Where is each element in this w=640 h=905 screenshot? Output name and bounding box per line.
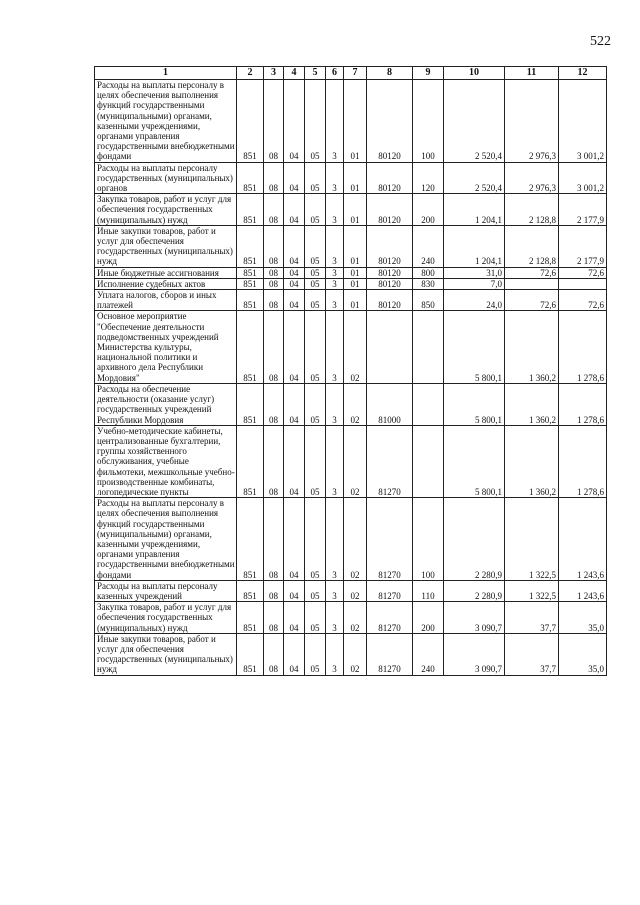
amount-cell: 3 001,2 — [559, 80, 607, 163]
column-header: 3 — [264, 67, 284, 80]
code-cell: 3 — [326, 633, 344, 675]
code-cell: 04 — [284, 290, 305, 311]
expense-name: Расходы на обеспечение деятельности (оказание услуг) государственных учреждений Республики Мордовия — [95, 383, 237, 425]
code-cell: 02 — [344, 602, 367, 634]
code-cell: 80120 — [367, 290, 413, 311]
amount-cell: 37,7 — [505, 633, 559, 675]
amount-cell — [505, 278, 559, 289]
code-cell: 120 — [413, 162, 444, 194]
amount-cell: 31,0 — [444, 267, 505, 278]
code-cell: 04 — [284, 633, 305, 675]
code-cell: 81270 — [367, 602, 413, 634]
amount-cell: 1 322,5 — [505, 498, 559, 581]
code-cell: 02 — [344, 580, 367, 601]
amount-cell: 1 360,2 — [505, 425, 559, 497]
code-cell: 80120 — [367, 194, 413, 226]
amount-cell: 5 800,1 — [444, 425, 505, 497]
code-cell: 851 — [237, 602, 264, 634]
code-cell: 110 — [413, 580, 444, 601]
amount-cell: 1 322,5 — [505, 580, 559, 601]
code-cell: 851 — [237, 633, 264, 675]
code-cell — [413, 383, 444, 425]
code-cell: 05 — [305, 602, 326, 634]
code-cell: 01 — [344, 194, 367, 226]
table-row — [95, 267, 607, 278]
table-row — [95, 278, 607, 289]
amount-cell: 1 243,6 — [559, 580, 607, 601]
table-row — [95, 225, 607, 267]
column-header: 5 — [305, 67, 326, 80]
column-header: 9 — [413, 67, 444, 80]
table-row — [95, 425, 607, 497]
code-cell: 851 — [237, 225, 264, 267]
amount-cell: 7,0 — [444, 278, 505, 289]
code-cell: 08 — [264, 383, 284, 425]
page-number: 522 — [590, 34, 611, 49]
code-cell: 08 — [264, 225, 284, 267]
code-cell: 240 — [413, 225, 444, 267]
code-cell: 851 — [237, 383, 264, 425]
code-cell: 05 — [305, 267, 326, 278]
code-cell: 3 — [326, 162, 344, 194]
code-cell: 04 — [284, 278, 305, 289]
amount-cell: 1 278,6 — [559, 383, 607, 425]
code-cell: 04 — [284, 602, 305, 634]
amount-cell: 2 177,9 — [559, 194, 607, 226]
code-cell: 05 — [305, 580, 326, 601]
amount-cell: 72,6 — [559, 267, 607, 278]
code-cell: 08 — [264, 194, 284, 226]
code-cell: 851 — [237, 162, 264, 194]
expense-name: Закупка товаров, работ и услуг для обеспечения государственных (муниципальных) нужд — [95, 194, 237, 226]
code-cell: 04 — [284, 225, 305, 267]
code-cell: 05 — [305, 162, 326, 194]
code-cell: 800 — [413, 267, 444, 278]
table-row — [95, 194, 607, 226]
code-cell: 05 — [305, 194, 326, 226]
amount-cell: 2 280,9 — [444, 580, 505, 601]
column-header: 4 — [284, 67, 305, 80]
expense-name: Иные закупки товаров, работ и услуг для обеспечения государственных (муниципальных) нужд — [95, 225, 237, 267]
code-cell: 3 — [326, 311, 344, 383]
code-cell: 01 — [344, 80, 367, 163]
code-cell: 04 — [284, 580, 305, 601]
amount-cell: 3 090,7 — [444, 602, 505, 634]
code-cell: 100 — [413, 80, 444, 163]
expense-name: Расходы на выплаты персоналу государственных (муниципальных) органов — [95, 162, 237, 194]
table-row — [95, 290, 607, 311]
code-cell: 3 — [326, 602, 344, 634]
code-cell: 851 — [237, 290, 264, 311]
table-row — [95, 383, 607, 425]
code-cell: 04 — [284, 80, 305, 163]
code-cell: 81270 — [367, 633, 413, 675]
code-cell: 80120 — [367, 267, 413, 278]
code-cell: 830 — [413, 278, 444, 289]
code-cell: 05 — [305, 80, 326, 163]
code-cell: 200 — [413, 194, 444, 226]
code-cell: 3 — [326, 194, 344, 226]
code-cell: 02 — [344, 498, 367, 581]
code-cell: 3 — [326, 425, 344, 497]
code-cell: 08 — [264, 602, 284, 634]
table-header-row — [95, 67, 607, 80]
amount-cell: 1 243,6 — [559, 498, 607, 581]
code-cell: 04 — [284, 267, 305, 278]
column-header: 2 — [237, 67, 264, 80]
amount-cell: 1 278,6 — [559, 425, 607, 497]
code-cell: 05 — [305, 498, 326, 581]
code-cell: 81270 — [367, 498, 413, 581]
amount-cell: 24,0 — [444, 290, 505, 311]
code-cell: 851 — [237, 425, 264, 497]
code-cell: 851 — [237, 278, 264, 289]
table-row — [95, 633, 607, 675]
amount-cell: 2 976,3 — [505, 80, 559, 163]
code-cell: 81270 — [367, 425, 413, 497]
code-cell: 80120 — [367, 278, 413, 289]
table-row — [95, 80, 607, 163]
column-header: 7 — [344, 67, 367, 80]
code-cell: 08 — [264, 290, 284, 311]
column-header: 11 — [505, 67, 559, 80]
code-cell: 08 — [264, 80, 284, 163]
amount-cell: 72,6 — [505, 290, 559, 311]
code-cell: 3 — [326, 383, 344, 425]
code-cell: 08 — [264, 498, 284, 581]
code-cell: 3 — [326, 580, 344, 601]
code-cell: 02 — [344, 311, 367, 383]
amount-cell: 3 001,2 — [559, 162, 607, 194]
amount-cell: 72,6 — [505, 267, 559, 278]
code-cell: 80120 — [367, 80, 413, 163]
amount-cell: 2 177,9 — [559, 225, 607, 267]
table-row — [95, 162, 607, 194]
amount-cell — [559, 278, 607, 289]
code-cell: 02 — [344, 633, 367, 675]
code-cell: 851 — [237, 194, 264, 226]
amount-cell: 1 360,2 — [505, 383, 559, 425]
code-cell: 04 — [284, 194, 305, 226]
code-cell: 851 — [237, 580, 264, 601]
amount-cell: 2 128,8 — [505, 225, 559, 267]
code-cell: 80120 — [367, 225, 413, 267]
code-cell: 08 — [264, 311, 284, 383]
budget-table — [94, 66, 607, 676]
amount-cell: 2 280,9 — [444, 498, 505, 581]
code-cell: 01 — [344, 162, 367, 194]
expense-name: Уплата налогов, сборов и иных платежей — [95, 290, 237, 311]
code-cell: 08 — [264, 580, 284, 601]
amount-cell: 1 278,6 — [559, 311, 607, 383]
column-header: 10 — [444, 67, 505, 80]
code-cell: 05 — [305, 383, 326, 425]
column-header: 8 — [367, 67, 413, 80]
code-cell: 04 — [284, 498, 305, 581]
code-cell: 3 — [326, 80, 344, 163]
expense-name: Закупка товаров, работ и услуг для обеспечения государственных (муниципальных) нужд — [95, 602, 237, 634]
code-cell: 01 — [344, 225, 367, 267]
code-cell: 02 — [344, 425, 367, 497]
code-cell: 240 — [413, 633, 444, 675]
code-cell: 81270 — [367, 580, 413, 601]
code-cell: 08 — [264, 267, 284, 278]
amount-cell: 2 520,4 — [444, 162, 505, 194]
expense-name: Учебно-методические кабинеты, централизованные бухгалтерии, группы хозяйственного обслуживания, учебные фильмотеки, межшкольные учебно-производственные комбинаты, логопедические пункты — [95, 425, 237, 497]
code-cell: 3 — [326, 225, 344, 267]
amount-cell: 37,7 — [505, 602, 559, 634]
code-cell: 05 — [305, 278, 326, 289]
code-cell: 08 — [264, 425, 284, 497]
code-cell: 100 — [413, 498, 444, 581]
code-cell: 04 — [284, 162, 305, 194]
code-cell: 01 — [344, 278, 367, 289]
amount-cell: 2 520,4 — [444, 80, 505, 163]
code-cell — [413, 425, 444, 497]
column-header: 6 — [326, 67, 344, 80]
amount-cell: 3 090,7 — [444, 633, 505, 675]
code-cell: 05 — [305, 290, 326, 311]
code-cell: 851 — [237, 498, 264, 581]
code-cell — [413, 311, 444, 383]
code-cell: 3 — [326, 290, 344, 311]
code-cell: 05 — [305, 425, 326, 497]
amount-cell: 2 128,8 — [505, 194, 559, 226]
code-cell: 05 — [305, 311, 326, 383]
table-row — [95, 498, 607, 581]
expense-name: Расходы на выплаты персоналу в целях обеспечения выполнения функций государственными (муниципальными) органами, казенными учреждениями, органами управления государственными внебюджетными фондами — [95, 80, 237, 163]
code-cell: 08 — [264, 278, 284, 289]
code-cell: 850 — [413, 290, 444, 311]
code-cell: 3 — [326, 278, 344, 289]
expense-name: Расходы на выплаты персоналу в целях обеспечения выполнения функций государственными (муниципальными) органами, казенными учреждениями, органами управления государственными внебюджетными фондами — [95, 498, 237, 581]
expense-name: Иные бюджетные ассигнования — [95, 267, 237, 278]
amount-cell: 1 204,1 — [444, 225, 505, 267]
amount-cell: 72,6 — [559, 290, 607, 311]
amount-cell: 35,0 — [559, 633, 607, 675]
code-cell: 80120 — [367, 162, 413, 194]
code-cell: 81000 — [367, 383, 413, 425]
code-cell: 3 — [326, 267, 344, 278]
expense-name: Основное мероприятие "Обеспечение деятельности подведомственных учреждений Министерства культуры, национальной политики и архивного дела Республики Мордовия" — [95, 311, 237, 383]
amount-cell: 5 800,1 — [444, 383, 505, 425]
code-cell — [367, 311, 413, 383]
code-cell: 04 — [284, 425, 305, 497]
column-header: 1 — [95, 67, 237, 80]
code-cell: 01 — [344, 290, 367, 311]
table-row — [95, 311, 607, 383]
code-cell: 3 — [326, 498, 344, 581]
code-cell: 08 — [264, 633, 284, 675]
code-cell: 05 — [305, 633, 326, 675]
amount-cell: 35,0 — [559, 602, 607, 634]
code-cell: 01 — [344, 267, 367, 278]
code-cell: 04 — [284, 383, 305, 425]
expense-name: Исполнение судебных актов — [95, 278, 237, 289]
amount-cell: 1 360,2 — [505, 311, 559, 383]
amount-cell: 1 204,1 — [444, 194, 505, 226]
code-cell: 851 — [237, 311, 264, 383]
amount-cell: 2 976,3 — [505, 162, 559, 194]
amount-cell: 5 800,1 — [444, 311, 505, 383]
code-cell: 08 — [264, 162, 284, 194]
code-cell: 04 — [284, 311, 305, 383]
expense-name: Расходы на выплаты персоналу казенных учреждений — [95, 580, 237, 601]
code-cell: 851 — [237, 267, 264, 278]
column-header: 12 — [559, 67, 607, 80]
code-cell: 851 — [237, 80, 264, 163]
expense-name: Иные закупки товаров, работ и услуг для обеспечения государственных (муниципальных) нужд — [95, 633, 237, 675]
table-row — [95, 602, 607, 634]
code-cell: 200 — [413, 602, 444, 634]
code-cell: 02 — [344, 383, 367, 425]
table-row — [95, 580, 607, 601]
code-cell: 05 — [305, 225, 326, 267]
